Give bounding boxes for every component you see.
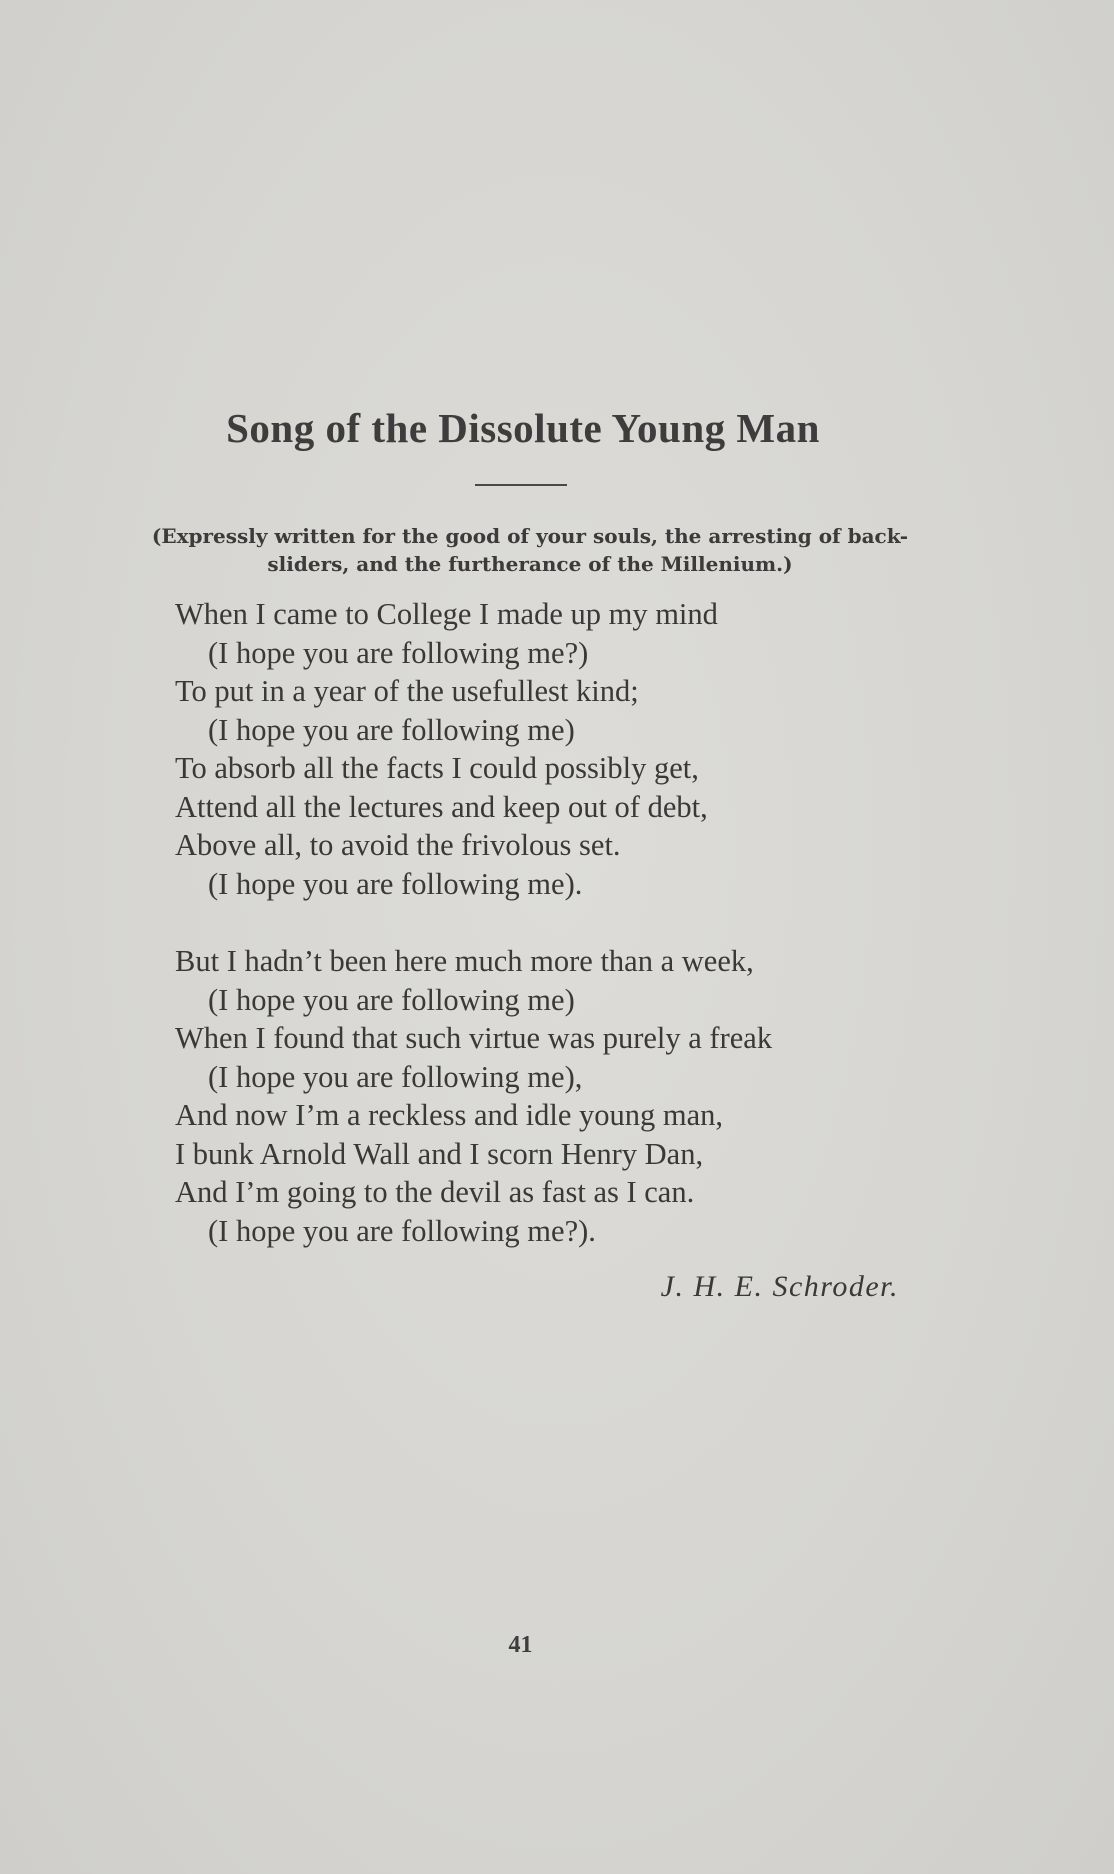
poem-line-refrain: (I hope you are following me). bbox=[208, 866, 583, 901]
subtitle-line: (Expressly written for the good of your souls, the arresting of back- bbox=[151, 524, 909, 548]
poem-line: But I hadn’t been here much more than a week, bbox=[175, 944, 754, 978]
author-signature: J. H. E. Schroder. bbox=[660, 1270, 899, 1303]
poem-line: And I’m going to the devil as fast as I can. bbox=[175, 1175, 695, 1209]
poem-title: Song of the Dissolute Young Man bbox=[226, 405, 820, 451]
subtitle-line: sliders, and the furtherance of the Millenium.) bbox=[267, 552, 793, 576]
poem-line: When I came to College I made up my mind bbox=[175, 597, 718, 631]
poem-line-refrain: (I hope you are following me?) bbox=[208, 635, 589, 670]
poem-line-refrain: (I hope you are following me?). bbox=[208, 1213, 596, 1248]
poem-line: To absorb all the facts I could possibly get, bbox=[175, 751, 699, 785]
poem-line: I bunk Arnold Wall and I scorn Henry Dan, bbox=[175, 1136, 704, 1171]
poem-subtitle bbox=[80, 522, 980, 578]
poem-line-refrain: (I hope you are following me) bbox=[208, 712, 575, 747]
poem-line: Attend all the lectures and keep out of debt, bbox=[175, 789, 708, 824]
poem-line: When I found that such virtue was purely a freak bbox=[175, 1021, 773, 1055]
title-divider bbox=[475, 484, 567, 486]
stanza-1 bbox=[175, 595, 718, 903]
poem-line-refrain: (I hope you are following me), bbox=[208, 1059, 583, 1094]
poem-line: Above all, to avoid the frivolous set. bbox=[175, 828, 621, 862]
stanza-2 bbox=[175, 942, 772, 1250]
poem-line-refrain: (I hope you are following me) bbox=[208, 982, 575, 1017]
poem-line: To put in a year of the usefullest kind; bbox=[175, 674, 639, 708]
poem-line: And now I’m a reckless and idle young man, bbox=[175, 1098, 724, 1132]
page-number: 41 bbox=[508, 1632, 533, 1658]
